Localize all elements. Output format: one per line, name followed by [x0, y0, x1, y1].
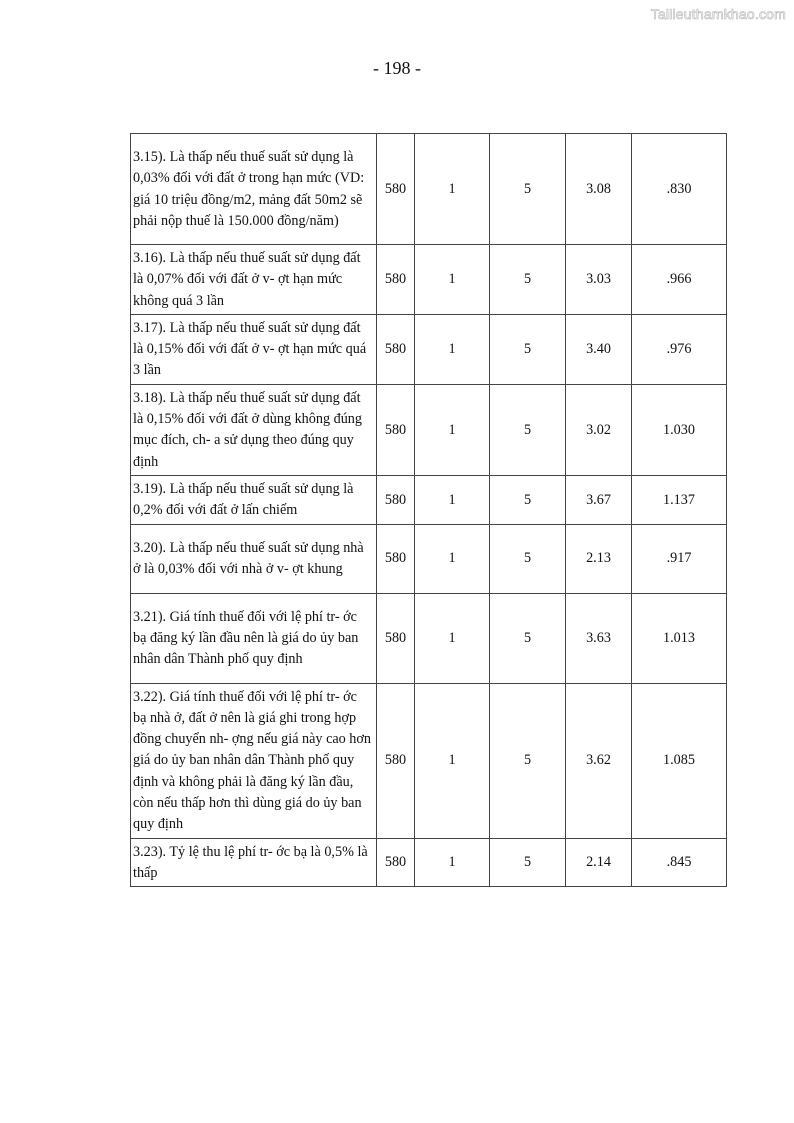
row-min: 1 [415, 384, 490, 475]
row-mean: 3.67 [566, 475, 632, 524]
row-description: 3.16). Là thấp nếu thuế suất sử dụng đất là 0,07% đối với đất ở v- ợt hạn mức không quá 3 lần [131, 245, 377, 315]
row-n: 580 [377, 384, 415, 475]
row-n: 580 [377, 134, 415, 245]
table-row [131, 245, 727, 315]
page-number: - 198 - [373, 58, 421, 78]
row-n: 580 [377, 838, 415, 887]
row-mean: 3.02 [566, 384, 632, 475]
row-description: 3.23). Tỷ lệ thu lệ phí tr- ớc bạ là 0,5% là thấp [131, 838, 377, 887]
row-max: 5 [490, 314, 566, 384]
watermark: Tailieuthamkhao.com [650, 6, 786, 22]
row-max: 5 [490, 838, 566, 887]
row-std-dev: .966 [632, 245, 727, 315]
row-description: 3.18). Là thấp nếu thuế suất sử dụng đất là 0,15% đối với đất ở dùng không đúng mục đích, ch- a sử dụng theo đúng quy định [131, 384, 377, 475]
row-n: 580 [377, 524, 415, 593]
row-max: 5 [490, 475, 566, 524]
row-min: 1 [415, 134, 490, 245]
row-std-dev: .830 [632, 134, 727, 245]
row-n: 580 [377, 593, 415, 683]
row-n: 580 [377, 475, 415, 524]
statistics-table [130, 133, 727, 887]
row-min: 1 [415, 683, 490, 838]
row-mean: 3.63 [566, 593, 632, 683]
row-n: 580 [377, 683, 415, 838]
row-std-dev: 1.013 [632, 593, 727, 683]
row-description: 3.19). Là thấp nếu thuế suất sử dụng là 0,2% đối với đất ở lấn chiếm [131, 475, 377, 524]
row-max: 5 [490, 245, 566, 315]
row-description: 3.20). Là thấp nếu thuế suất sử dụng nhà ở là 0,03% đối với nhà ở v- ợt khung [131, 524, 377, 593]
table-row [131, 524, 727, 593]
row-min: 1 [415, 475, 490, 524]
row-max: 5 [490, 524, 566, 593]
row-std-dev: .845 [632, 838, 727, 887]
row-std-dev: 1.137 [632, 475, 727, 524]
row-std-dev: 1.085 [632, 683, 727, 838]
row-min: 1 [415, 593, 490, 683]
row-n: 580 [377, 245, 415, 315]
row-max: 5 [490, 593, 566, 683]
row-n: 580 [377, 314, 415, 384]
table-row [131, 475, 727, 524]
row-mean: 3.40 [566, 314, 632, 384]
row-description: 3.17). Là thấp nếu thuế suất sử dụng đất là 0,15% đối với đất ở v- ợt hạn mức quá 3 lần [131, 314, 377, 384]
table-row [131, 683, 727, 838]
table-row [131, 838, 727, 887]
row-max: 5 [490, 384, 566, 475]
table-row [131, 134, 727, 245]
row-std-dev: 1.030 [632, 384, 727, 475]
row-description: 3.22). Giá tính thuế đối với lệ phí tr- ớc bạ nhà ở, đất ở nên là giá ghi trong hợp đồng chuyển nh- ợng nếu giá này cao hơn giá do ủy ban nhân dân Thành phố quy định và không phải là đăng ký lần đầu, còn nếu thấp hơn thì dùng giá do ủy ban quy định [131, 683, 377, 838]
table-row [131, 384, 727, 475]
row-min: 1 [415, 245, 490, 315]
row-std-dev: .917 [632, 524, 727, 593]
table-row [131, 314, 727, 384]
row-min: 1 [415, 838, 490, 887]
row-max: 5 [490, 683, 566, 838]
row-mean: 2.14 [566, 838, 632, 887]
row-mean: 2.13 [566, 524, 632, 593]
table-row [131, 593, 727, 683]
row-std-dev: .976 [632, 314, 727, 384]
row-max: 5 [490, 134, 566, 245]
row-mean: 3.08 [566, 134, 632, 245]
row-mean: 3.62 [566, 683, 632, 838]
row-description: 3.15). Là thấp nếu thuế suất sử dụng là 0,03% đối với đất ở trong hạn mức (VD: giá 10 triệu đồng/m2, mảng đất 50m2 sẽ phải nộp thuế là 150.000 đồng/năm) [131, 134, 377, 245]
row-min: 1 [415, 314, 490, 384]
row-min: 1 [415, 524, 490, 593]
row-mean: 3.03 [566, 245, 632, 315]
row-description: 3.21). Giá tính thuế đối với lệ phí tr- ớc bạ đăng ký lần đầu nên là giá do ủy ban nhân dân Thành phố quy định [131, 593, 377, 683]
